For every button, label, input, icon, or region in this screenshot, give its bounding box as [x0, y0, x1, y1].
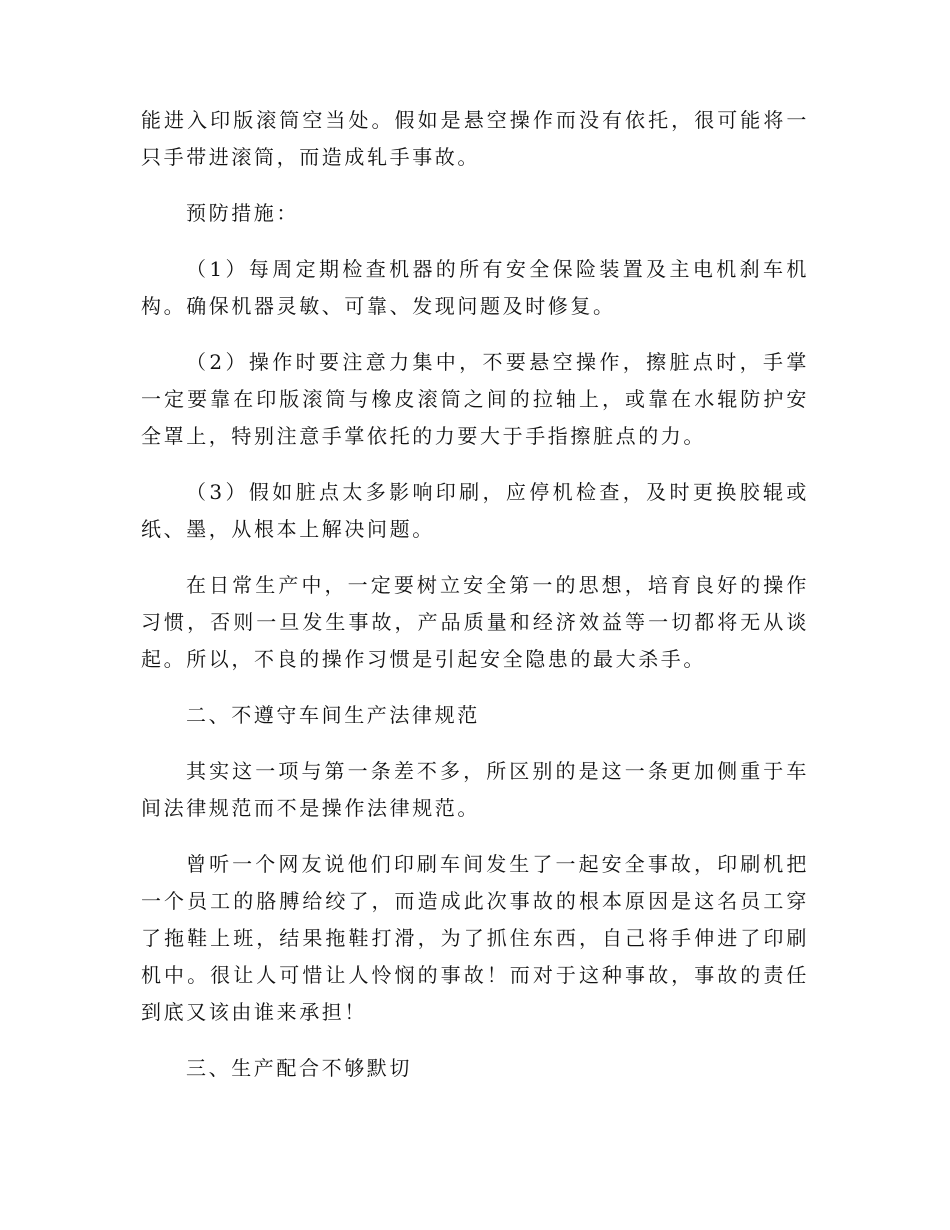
paragraph-continuation: 能进入印版滚筒空当处。假如是悬空操作而没有依托，很可能将一只手带进滚筒，而造成轧手事故。 [141, 108, 809, 169]
section-heading-3: 三、生产配合不够默切 [186, 1056, 412, 1080]
paragraph-section-2-intro: 其实这一项与第一条差不多，所区别的是这一条更加侧重于车间法律规范而不是操作法律规范。 [141, 759, 809, 820]
paragraph-measure-1: （1）每周定期检查机器的所有安全保险装置及主电机刹车机构。确保机器灵敏、可靠、发现问题及时修复。 [141, 257, 809, 318]
paragraph-section-2-example: 曾听一个网友说他们印刷车间发生了一起安全事故，印刷机把一个员工的胳膊给绞了，而造成此次事故的根本原因是这名员工穿了拖鞋上班，结果拖鞋打滑，为了抓住东西，自己将手伸进了印刷机中。很让人可惜让人怜悯的事故！而对于这种事故，事故的责任到底又该由谁来承担！ [141, 852, 809, 1024]
section-heading-2: 二、不遵守车间生产法律规范 [186, 703, 480, 727]
paragraph-measure-2: （2）操作时要注意力集中，不要悬空操作，擦脏点时，手掌一定要靠在印版滚筒与橡皮滚筒之间的拉轴上，或靠在水辊防护安全罩上，特别注意手掌依托的力要大于手指擦脏点的力。 [141, 350, 809, 448]
document-body [141, 102, 809, 1106]
paragraph-measure-3: （3）假如脏点太多影响印刷，应停机检查，及时更换胶辊或纸、墨，从根本上解决问题。 [141, 480, 809, 541]
paragraph-summary: 在日常生产中，一定要树立安全第一的思想，培育良好的操作习惯，否则一旦发生事故，产品质量和经济效益等一切都将无从谈起。所以，不良的操作习惯是引起安全隐患的最大杀手。 [141, 573, 809, 671]
paragraph-prevention-heading: 预防措施： [186, 201, 299, 225]
